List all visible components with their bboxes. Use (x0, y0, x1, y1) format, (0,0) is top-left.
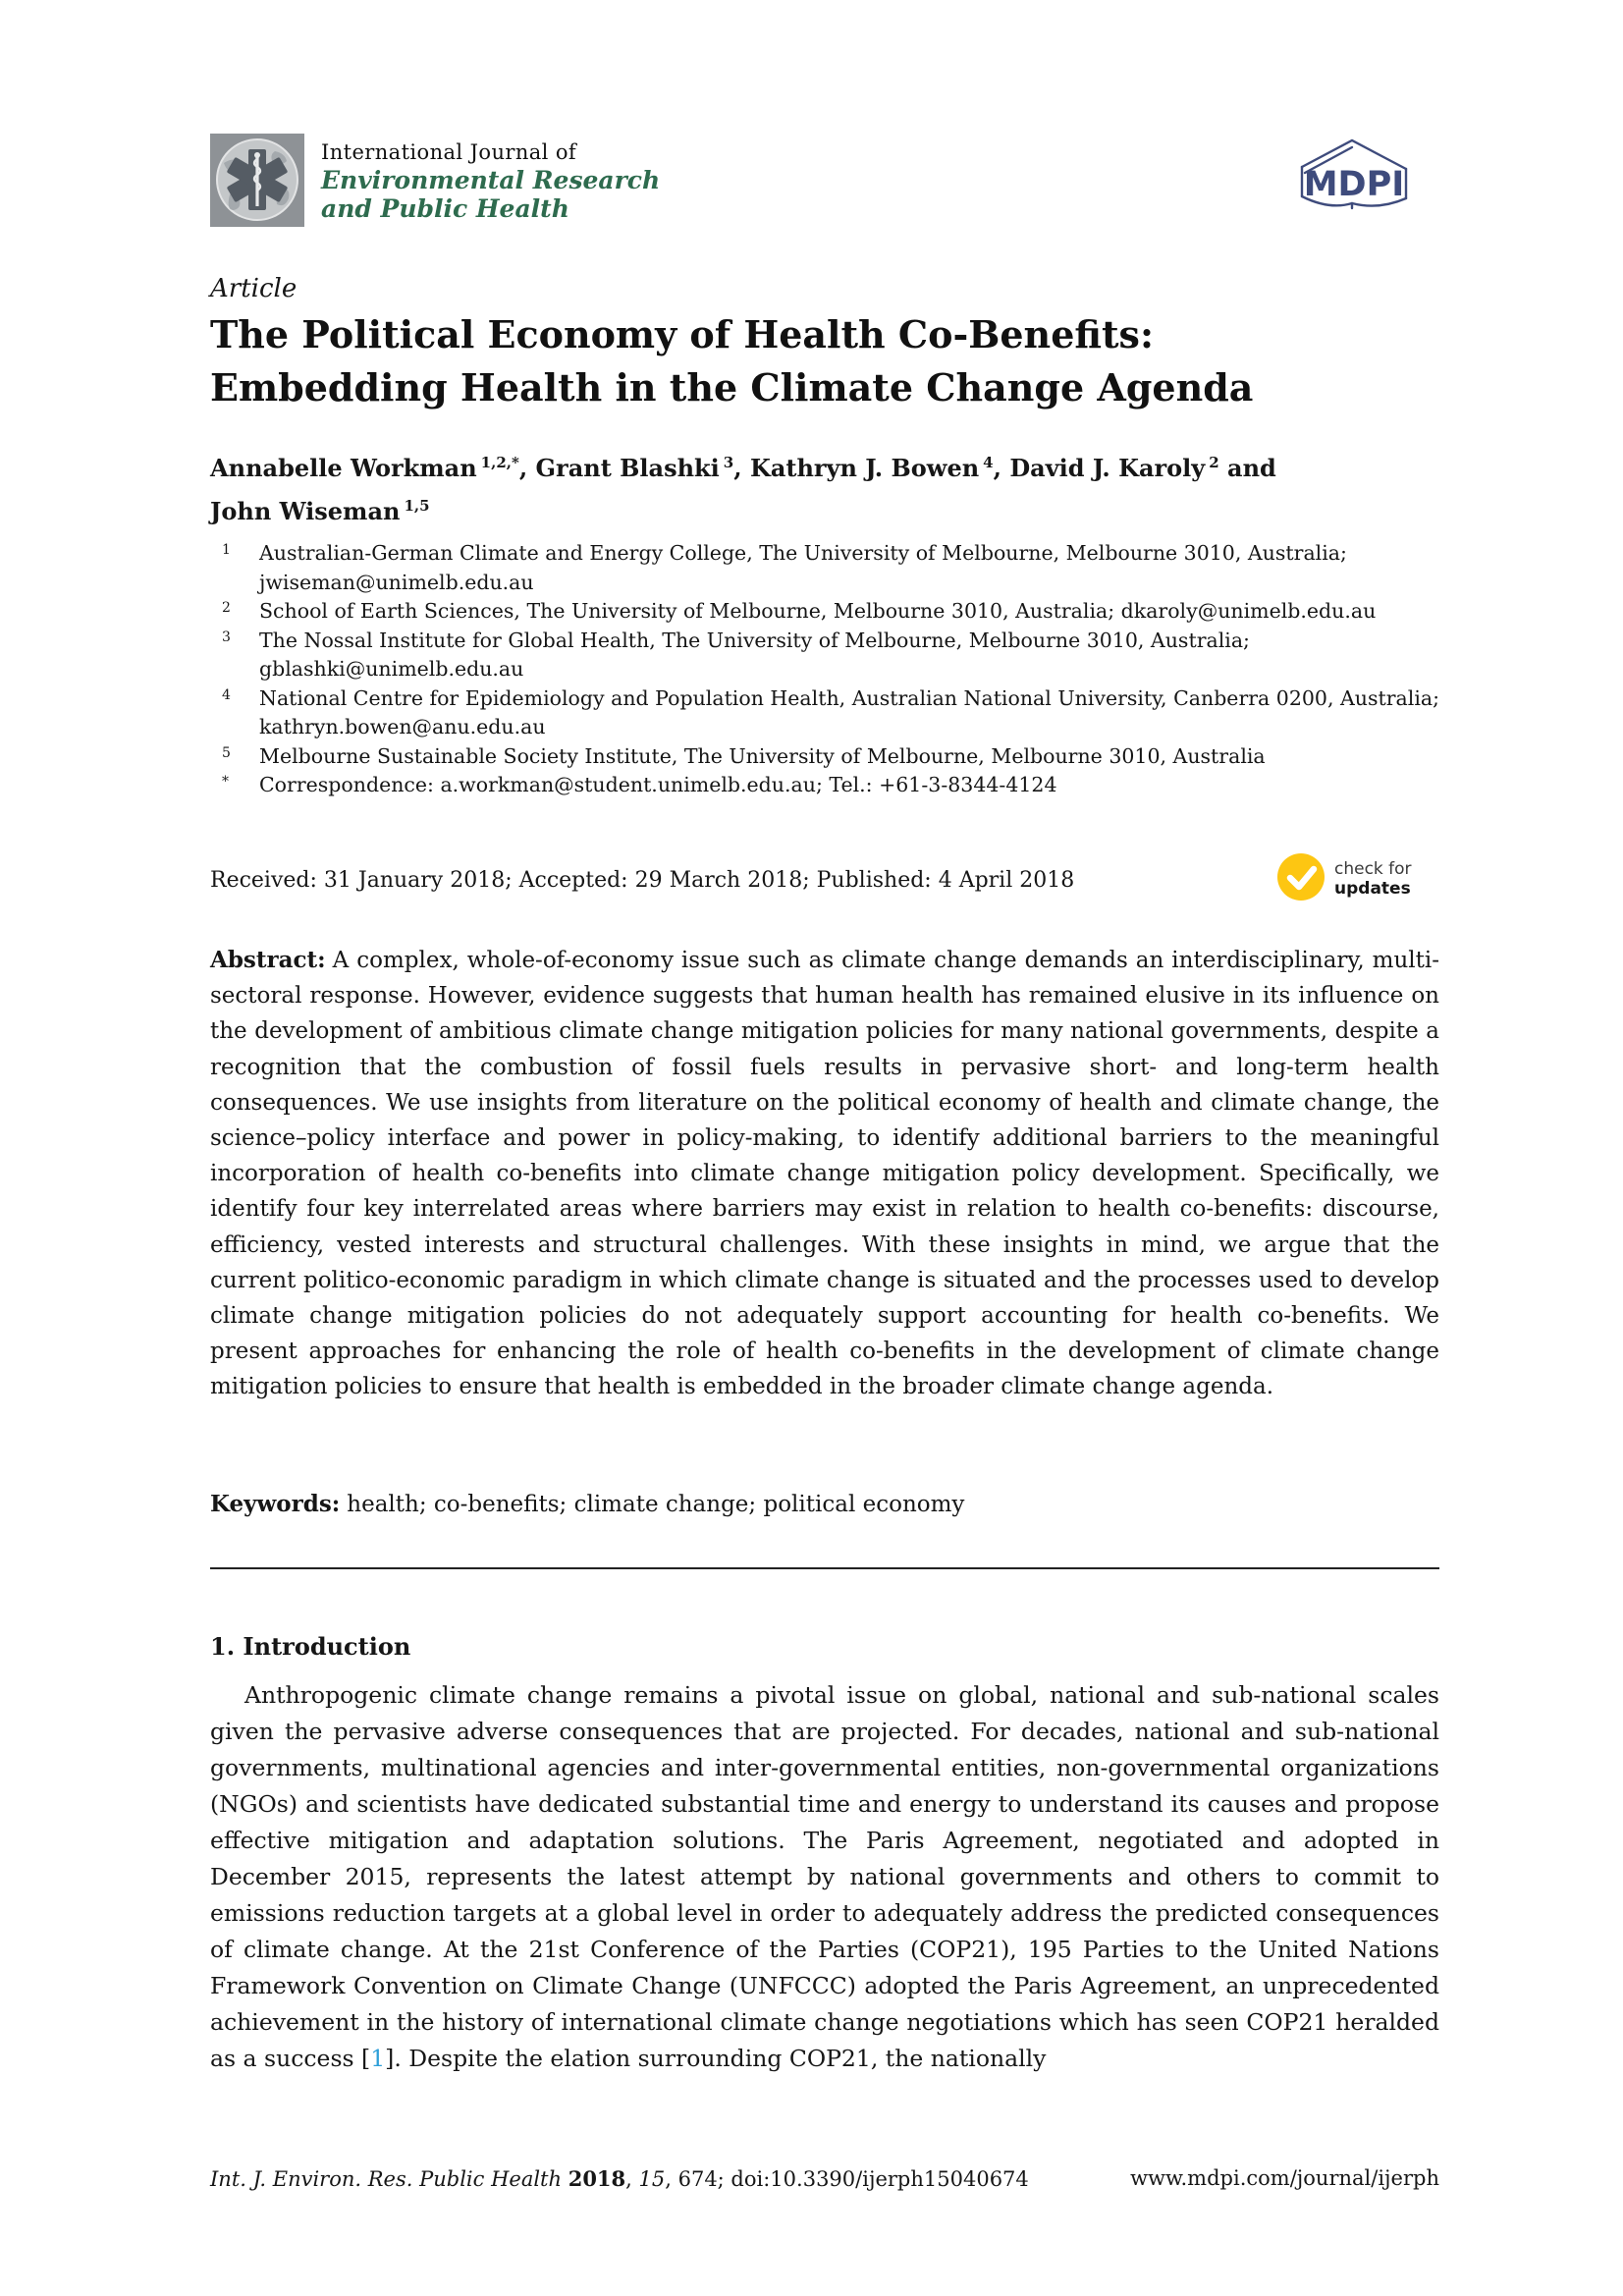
badge-label-line1: check for (1334, 859, 1412, 879)
journal-name-line3: and Public Health (321, 194, 569, 223)
section-divider (210, 1567, 1439, 1569)
author-affil-sup: 2 (1209, 454, 1219, 471)
affiliation-text: Melbourne Sustainable Society Institute, The University of Melbourne, Melbourne 3010, Australia (259, 743, 1266, 768)
affiliation-marker: 3 (222, 629, 231, 645)
author-name: Annabelle Workman (210, 454, 477, 482)
author-name: Grant Blashki (535, 454, 720, 482)
journal-globe-logo-icon (210, 134, 304, 227)
introduction-text: Anthropogenic climate change remains a pivotal issue on global, national and sub-national scales given the pervasive adverse consequences that are projected. For decades, national and sub-national governments, multinational agencies and inter-governmental entities, non-governmental organizations (NGOs) and scientists have dedicated substantial time and energy to understand its causes and propose effective mitigation and adaptation solutions. The Paris Agreement, negotiated and adopted in December 2015, represents the latest attempt by national governments and others to commit to emissions reduction targets at a global level in order to adequately address the predicted consequences of climate change. At the 21st Conference of the Parties (COP21), 195 Parties to the United Nations Framework Convention on Climate Change (UNFCCC) adopted the Paris Agreement, an unprecedented achievement in the history of international climate change negotiations which has seen COP21 heralded as a success [ (210, 1681, 1439, 2072)
check-for-updates-label (1334, 859, 1412, 899)
footer-doi: , 674; doi:10.3390/ijerph15040674 (665, 2167, 1029, 2191)
footer-journal-url: www.mdpi.com/journal/ijerph (1130, 2166, 1439, 2190)
author-separator: , (518, 454, 536, 482)
masthead (210, 134, 660, 227)
article-type-label: Article (210, 274, 298, 303)
journal-name-line2: Environmental Research (321, 166, 661, 194)
footer-citation (210, 2166, 1029, 2191)
affiliation-text: The Nossal Institute for Global Health, The University of Melbourne, Melbourne 3010, Australia; gblashki@unimelb.edu.au (259, 628, 1250, 681)
badge-label-line2: updates (1334, 879, 1411, 899)
introduction-text-continued: ]. Despite the elation surrounding COP21, the nationally (385, 2045, 1047, 2072)
author-separator: and (1218, 454, 1276, 482)
abstract-label: Abstract: (210, 947, 326, 973)
journal-name-line1: International Journal of (321, 140, 577, 164)
affiliation-row (210, 597, 1439, 627)
journal-name (321, 139, 660, 227)
affiliation-marker: 4 (222, 686, 231, 703)
footer-journal-abbrev: Int. J. Environ. Res. Public Health (210, 2167, 563, 2191)
affiliation-marker: 1 (222, 542, 231, 558)
keywords (210, 1491, 1439, 1517)
mdpi-logo-icon (1296, 134, 1412, 226)
check-icon (1277, 853, 1325, 904)
mdpi-logo-text: MDPI (1303, 165, 1405, 204)
affiliation-row-correspondence (210, 771, 1439, 800)
author-affil-sup: 1,2,* (480, 454, 519, 471)
author-separator: , (733, 454, 750, 482)
check-for-updates-badge[interactable] (1277, 853, 1412, 904)
affiliation-text: Australian-German Climate and Energy College, The University of Melbourne, Melbourne 3010, Australia; jwiseman@unimelb.edu.au (259, 541, 1347, 594)
author-affil-sup: 4 (983, 454, 994, 471)
affiliation-row (210, 742, 1439, 772)
dates-line: Received: 31 January 2018; Accepted: 29 March 2018; Published: 4 April 2018 (210, 868, 1075, 893)
abstract-text: A complex, whole-of-economy issue such as climate change demands an interdisciplinary, multi-sectoral response. However, evidence suggests that human health has remained elusive in its influence on the development of ambitious climate change mitigation policies for many national governments, despite a recognition that the combustion of fossil fuels results in pervasive short- and long-term health consequences. We use insights from literature on the political economy of health and climate change, the science–policy interface and power in policy-making, to identify additional barriers to the meaningful incorporation of health co-benefits into climate change mitigation policy development. Specifically, we identify four key interrelated areas where barriers may exist in relation to health co-benefits: discourse, efficiency, vested interests and structural challenges. With these insights in mind, we argue that the current politico-economic paradigm in which climate change is situated and the processes used to develop climate change mitigation policies do not adequately support accounting for health co-benefits. We present approaches for enhancing the role of health co-benefits in the development of climate change mitigation policies to ensure that health is embedded in the broader climate change agenda. (210, 948, 1439, 1400)
article-title-line1: The Political Economy of Health Co-Benefits: (210, 312, 1154, 356)
keywords-label: Keywords: (210, 1491, 341, 1517)
author-affil-sup: 3 (723, 454, 734, 471)
correspondence-text: Correspondence: a.workman@student.unimelb.edu.au; Tel.: +61-3-8344-4124 (259, 773, 1057, 796)
correspondence-marker: * (222, 774, 229, 790)
section-heading-introduction: 1. Introduction (210, 1632, 411, 1661)
author-affil-sup: 1,5 (404, 497, 430, 515)
author-name: David J. Karoly (1009, 454, 1206, 482)
author-list (210, 444, 1439, 530)
footer-comma: , (625, 2167, 639, 2191)
affiliation-text: National Centre for Epidemiology and Population Health, Australian National University, Canberra 0200, Australia; kathryn.bowen@anu.edu.au (259, 685, 1440, 738)
introduction-paragraph (210, 1677, 1439, 2077)
affiliation-row (210, 627, 1439, 684)
affiliation-row (210, 539, 1439, 597)
keywords-text: health; co-benefits; climate change; political economy (347, 1492, 965, 1517)
footer-year: 2018 (568, 2166, 626, 2191)
affiliation-marker: 5 (222, 744, 231, 761)
author-name: John Wiseman (210, 497, 401, 525)
footer-volume: 15 (638, 2167, 666, 2191)
affiliation-text: School of Earth Sciences, The University of Melbourne, Melbourne 3010, Australia; dkaroly@unimelb.edu.au (259, 599, 1377, 623)
author-name: Kathryn J. Bowen (749, 454, 980, 482)
article-title (210, 308, 1439, 414)
abstract (210, 943, 1439, 1405)
citation-link-1[interactable]: 1 (370, 2045, 386, 2072)
affiliation-row (210, 684, 1439, 742)
author-separator: , (993, 454, 1010, 482)
page-footer (210, 2166, 1439, 2191)
affiliation-marker: 2 (222, 600, 231, 616)
article-title-line2: Embedding Health in the Climate Change Agenda (210, 365, 1254, 410)
affiliation-list (210, 539, 1439, 800)
